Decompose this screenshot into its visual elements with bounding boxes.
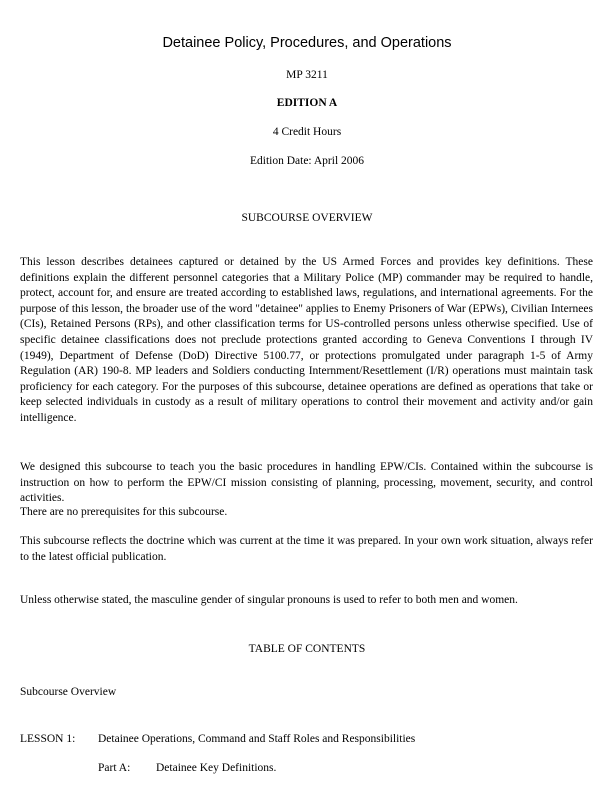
table-of-contents-heading: TABLE OF CONTENTS <box>248 643 366 655</box>
overview-paragraph-3: There are no prerequisites for this subcourse. <box>20 506 228 518</box>
course-title: Detainee Policy, Procedures, and Operations <box>162 35 452 51</box>
toc-lesson-number: LESSON 1: <box>20 733 76 745</box>
toc-entry-subcourse-overview: Subcourse Overview <box>20 686 117 698</box>
edition-label: EDITION A <box>276 97 338 109</box>
credit-hours: 4 Credit Hours <box>272 126 342 138</box>
overview-paragraph-5: Unless otherwise stated, the masculine gender of singular pronouns is used to refer to both men and women. <box>20 594 518 606</box>
toc-lesson-title: Detainee Operations, Command and Staff Roles and Responsibilities <box>98 733 416 745</box>
course-number: MP 3211 <box>286 69 328 81</box>
subcourse-overview-heading: SUBCOURSE OVERVIEW <box>241 212 373 224</box>
overview-paragraph-2: We designed this subcourse to teach you the basic procedures in handling EPW/CIs. Contained within the subcourse is instruction on how to perform the EPW/CI mission consisting of planning, processing, movement, security, and control activities. <box>20 461 593 505</box>
toc-part-number: Part A: <box>98 762 131 774</box>
edition-date: Edition Date: April 2006 <box>249 155 365 167</box>
toc-part-title: Detainee Key Definitions. <box>156 762 277 774</box>
overview-paragraph-4: This subcourse reflects the doctrine which was current at the time it was prepared. In your own work situation, always refer to the latest official publication. <box>20 535 593 563</box>
overview-paragraph-1: This lesson describes detainees captured or detained by the US Armed Forces and provides key definitions. These definitions explain the different personnel categories that a Military Police (MP) commander may be required to handle, protect, account for, and ensure are treated according to established laws, regulations, and international agreements. For the purpose of this lesson, the broader use of the word "detainee" applies to Enemy Prisoners of War (EPWs), Civilian Internees (CIs), Retained Persons (RPs), and other classification terms for US-controlled persons unless otherwise specified. Use of specific detainee classifications does not preclude protections granted according to Geneva Conventions I through IV (1949), Department of Defense (DoD) Directive 5100.77, or protections promulgated under paragraph 1-5 of Army Regulation (AR) 190-8. MP leaders and Soldiers conducting Internment/Resettlement (I/R) operations must maintain task proficiency for each category. For the purposes of this subcourse, detainee operations are defined as operations that take or keep selected individuals in custody as a result of military operations to control their movement and activity and/or gain intelligence. <box>20 256 593 424</box>
